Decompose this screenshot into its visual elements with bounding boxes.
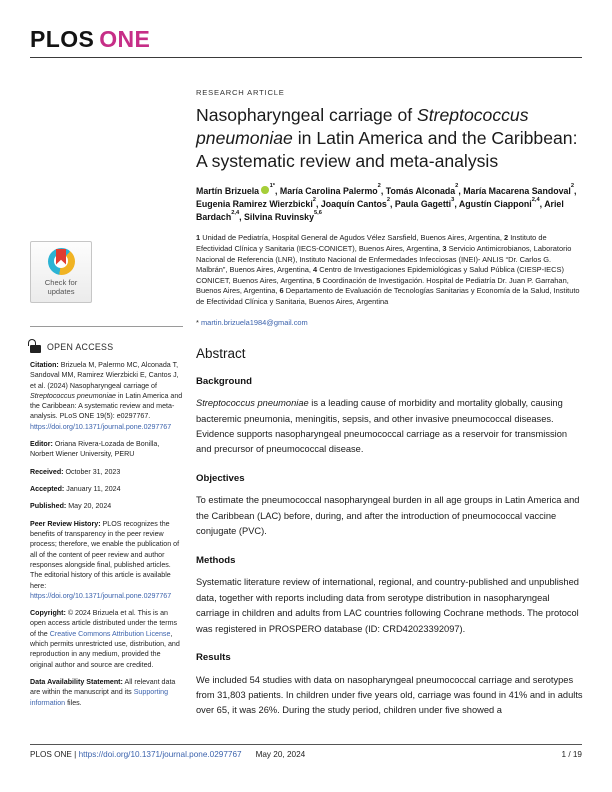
header-divider <box>30 57 582 58</box>
author: Joaquín Cantos$^2$, <box>320 196 395 210</box>
peer-review-doi-link[interactable]: https://doi.org/10.1371/journal.pone.0297767 <box>30 591 172 600</box>
article-type-label: RESEARCH ARTICLE <box>196 88 285 97</box>
footer-journal: PLOS ONE <box>30 750 72 759</box>
journal-logo <box>30 26 150 53</box>
page-number: 1 / 19 <box>561 750 582 759</box>
cc-license-link[interactable]: Creative Commons Attribution License <box>49 629 171 638</box>
citation-doi-link[interactable]: https://doi.org/10.1371/journal.pone.0297767 <box>30 422 172 431</box>
received-block: Received: October 31, 2023 <box>30 467 121 476</box>
crossmark-icon <box>48 248 75 275</box>
open-access-row <box>30 340 183 353</box>
editor-block: Editor: Oriana Rivera-Lozada de Bonilla, Norbert Wiener University, PERU <box>30 440 160 459</box>
author: Martín Brizuela $^{1*}$, <box>196 183 280 196</box>
author: Agustín Ciapponi$^{2,4}$, <box>458 196 545 210</box>
open-access-label: OPEN ACCESS <box>47 341 114 352</box>
section-text-methods: Systematic literature review of international, regional, and country-published and unpublished data, together with reports including data from serotype distribution in nasopharyngeal carriage in children and adults from LAC countries following Cochrane methods. The protocol was registered in PROSPERO database (ID: CRD42023392097). <box>196 577 579 634</box>
email-link[interactable]: martin.brizuela1984@gmail.com <box>200 317 308 327</box>
copyright-block: Copyright: © 2024 Brizuela et al. This is an open access article distributed under the terms of the Creative Commons Attribution License, which permits unrestricted use, distribution, and reproduction in any medium, provided the original author and source are credited. <box>30 609 180 669</box>
footer-divider <box>30 744 582 745</box>
orcid-icon[interactable] <box>261 186 269 194</box>
section-heading-methods: Methods <box>196 554 236 566</box>
page-title: Nasopharyngeal carriage of Streptococcus pneumoniae in Latin America and the Caribbean: A systematic review and meta-analysis <box>196 105 578 172</box>
author: Ariel Bardach$^{2,4}$, <box>196 199 564 223</box>
section-heading-objectives: Objectives <box>196 472 245 484</box>
logo-one: ONE <box>99 26 151 52</box>
corresponding-email-line <box>196 318 583 327</box>
email-marker: * <box>196 317 199 327</box>
footer-date: May 20, 2024 <box>255 750 306 759</box>
data-availability-block: Data Availability Statement: All relevant data are within the manuscript and its Supporting information files. <box>30 677 176 707</box>
crossmark-flag-icon <box>56 249 66 265</box>
accepted-block: Accepted: January 11, 2024 <box>30 485 121 494</box>
author-list <box>196 185 583 225</box>
author: María Macarena Sandoval$^2$, <box>463 183 577 196</box>
page-footer: PLOS ONE | https://doi.org/10.1371/journal.pone.0297767 May 20, 2024 1 / 19 <box>30 750 582 759</box>
check-updates-label: Check for updates <box>44 277 78 296</box>
author: María Carolina Palermo$^2$, <box>279 183 386 196</box>
section-text-background: Streptococcus pneumoniae is a leading cause of morbidity and mortality globally, causing bacteremic pneumonia, meningitis, sepsis, and other invasive pneumococcal diseases. Evidence supports nasopharyngeal pneumococcal carriage as a reservoir for transmission and precursor of pneumococcal disease. <box>196 398 568 455</box>
affiliations: 1 Unidad de Pediatría, Hospital General de Agudos Vélez Sarsfield, Buenos Aires, Argentina, 2 Instituto de Efectividad Clínica y Sanitaria (IECS-CONICET), Buenos Aires, Argentina, 3 Servicio Antimicrobianos, Laboratorio Nacional de Referencia (LNR), Instituto Nacional de Enfermedades Infecciosas (INEI)- ANLIS “Dr. Carlos G. Malbrán”, Buenos Aires, Argentina, 4 Centro de Investigaciones Epidemiológicas y Salud Pública (CIESP-IECS) CONICET, Buenos Aires, Argentina, 5 Coordinación de Investigación. Hospital de Pediatría Dr. Juan P. Garrahan, Buenos Aires, Argentina, 6 Departamento de Evaluación de Tecnologías Sanitarias y Economía de la Salud, Instituto de Efectividad Clínica y Sanitaria, Buenos Aires, Argentina <box>196 233 580 306</box>
section-heading-background: Background <box>196 375 252 387</box>
section-heading-results: Results <box>196 651 231 663</box>
section-text-results: We included 54 studies with data on nasopharyngeal pneumococcal carriage and serotypes from 31,803 patients. In children under five years old, carriage was found in 41% and in adults over 65, it was 26%. During the study period, children under five showed a <box>196 674 583 716</box>
open-lock-icon <box>30 345 41 353</box>
corresponding-author-marker: * <box>272 183 275 190</box>
author: Silvina Ruvinsky$^{5,6}$ <box>244 209 322 223</box>
sidebar-divider <box>30 326 183 327</box>
abstract-heading: Abstract <box>196 345 246 361</box>
author: Tomás Alconada$^2$, <box>385 183 464 196</box>
citation-block: Citation: Brizuela M, Palermo MC, Alconada T, Sandoval MM, Ramirez Wierzbicki E, Cantos J, et al. (2024) Nasopharyngeal carriage of Streptococcus pneumoniae in Latin America and the Caribbean: A systematic review and meta-analysis. PLoS ONE 19(5): e0297767. https://doi.org/10.1371/journal.pone.0297767 <box>30 361 183 431</box>
peer-review-block: Peer Review History: PLOS recognizes the benefits of transparency in the peer review process; therefore, we enable the publication of all of the content of peer review and author responses alongside final, published articles. The editorial history of this article is available here: https://doi.org/10.1371/journal.pone.0297767 <box>30 519 180 600</box>
logo-plos: PLOS <box>30 26 95 52</box>
published-block: Published: May 20, 2024 <box>30 502 112 511</box>
author: Paula Gagetti$^3$, <box>394 196 459 210</box>
supporting-information-link[interactable]: Supporting information <box>30 688 169 707</box>
article-main <box>196 88 583 728</box>
sidebar <box>30 241 183 715</box>
footer-doi-link[interactable]: https://doi.org/10.1371/journal.pone.0297767 <box>78 750 242 759</box>
author: Eugenia Ramirez Wierzbicki$^2$, <box>196 196 321 210</box>
section-text-objectives: To estimate the pneumococcal nasopharyngeal burden in all age groups in Latin America and the Caribbean (LAC) before, during, and after the introduction of pneumococcal vaccine conjugate (PVC). <box>196 495 580 537</box>
check-for-updates-badge[interactable] <box>30 241 92 303</box>
